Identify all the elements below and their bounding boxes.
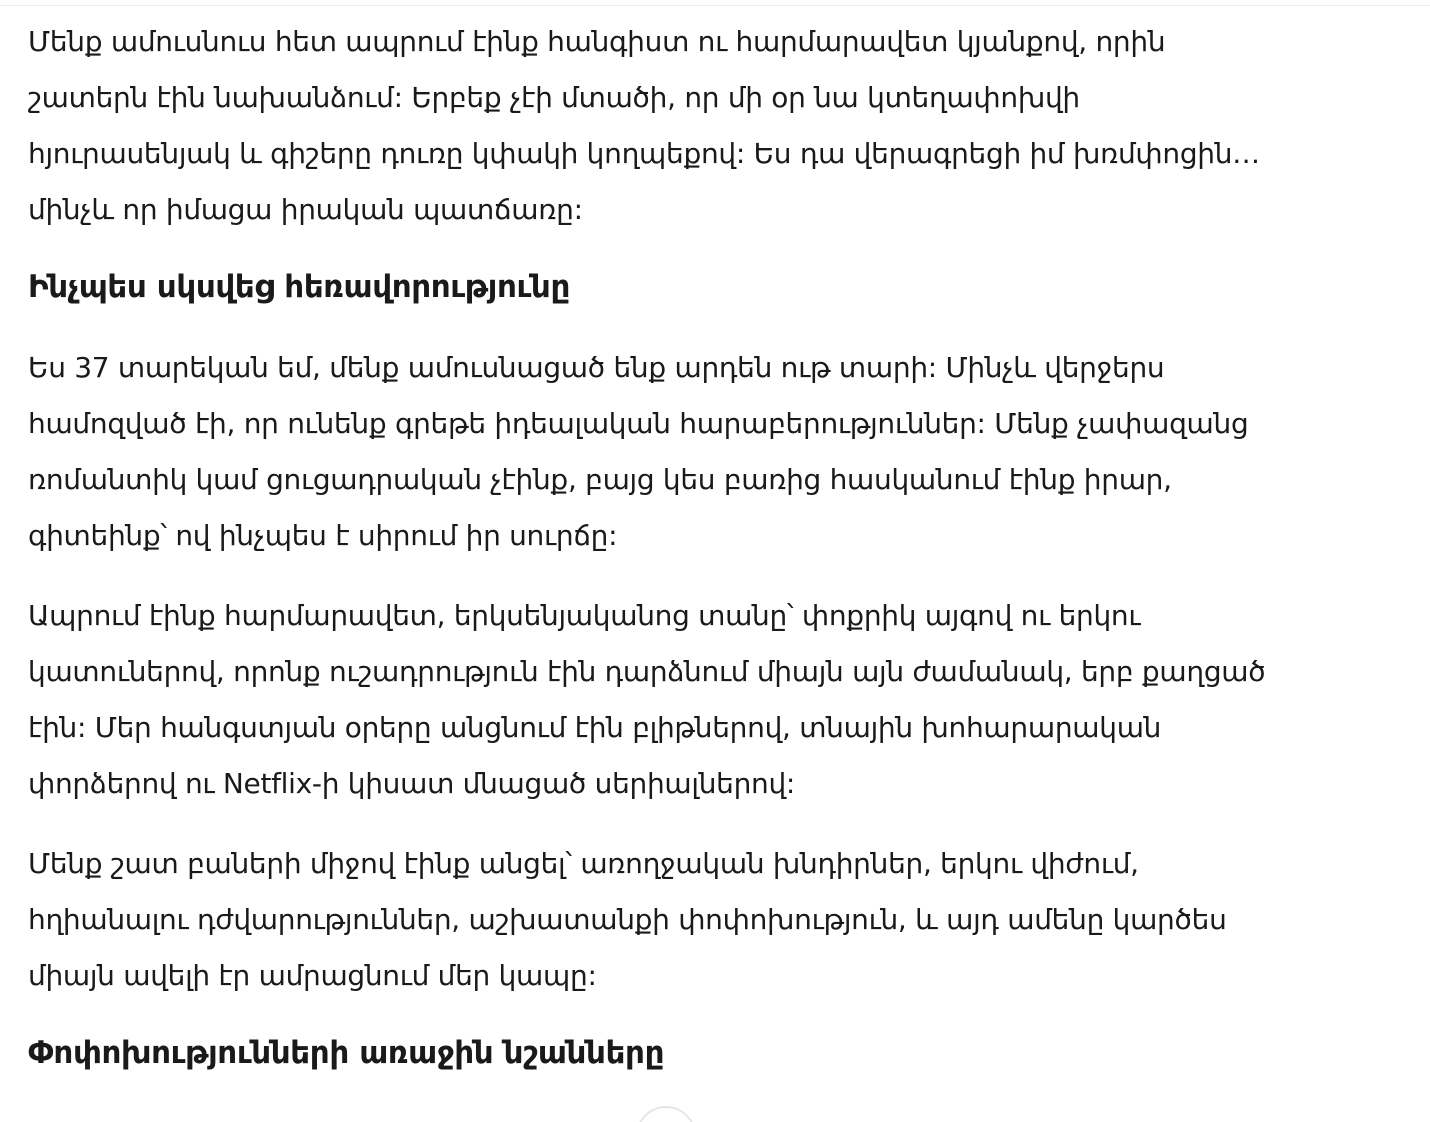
paragraph-hardships: Մենք շատ բաների միջով էինք անցել՝ առողջական խնդիրներ, երկու վիժում, հղիանալու դժվարություններ, աշխատանքի փոփոխություն, և այդ ամենը կարծես միայն ավելի էր ամրացնում մեր կապը: — [28, 847, 1227, 992]
section-heading-distance: Ինչպես սկսվեց հեռավորությունը — [28, 269, 570, 305]
spacer — [28, 564, 1348, 588]
top-divider — [0, 5, 1430, 6]
scroll-circle-icon[interactable] — [636, 1106, 696, 1122]
intro-paragraph: Մենք ամուսնուս հետ ապրում էինք հանգիստ ու հարմարավետ կյանքով, որին շատերն էին նախանձում: Երբեք չէի մտածի, որ մի օր նա կտեղափոխվի հյուրասենյակ և գիշերը դուռը կփակի կողպեքով: Ես դա վերագրեցի իմ խռմփոցին… մինչև որ իմացա իրական պատճառը: — [28, 25, 1260, 226]
spacer — [28, 812, 1348, 836]
spacer — [28, 1004, 1348, 1033]
paragraph-home-life: Ապրում էինք հարմարավետ, երկսենյականոց տանը՝ փոքրիկ այգով ու երկու կատուներով, որոնք ուշադրություն էին դարձնում միայն այն ժամանակ, երբ քաղցած էին: Մեր հանգստյան օրերը անցնում էին բլիթներով, տնային խոհարարական փորձերով ու Netflix-ի կիսատ մնացած սերիալներով: — [28, 599, 1266, 800]
section-heading-first-signs: Փոփոխությունների առաջին նշանները — [28, 1035, 665, 1071]
spacer — [28, 238, 1348, 267]
article-body — [28, 14, 1348, 1073]
paragraph-marriage: Ես 37 տարեկան եմ, մենք ամուսնացած ենք արդեն ութ տարի: Մինչև վերջերս համոզված էի, որ ունենք գրեթե իդեալական հարաբերություններ: Մենք չափազանց ռոմանտիկ կամ ցուցադրական չէինք, բայց կես բառից հասկանում էինք իրար, գիտեինք՝ ով ինչպես է սիրում իր սուրճը: — [28, 351, 1249, 552]
spacer — [28, 307, 1348, 340]
